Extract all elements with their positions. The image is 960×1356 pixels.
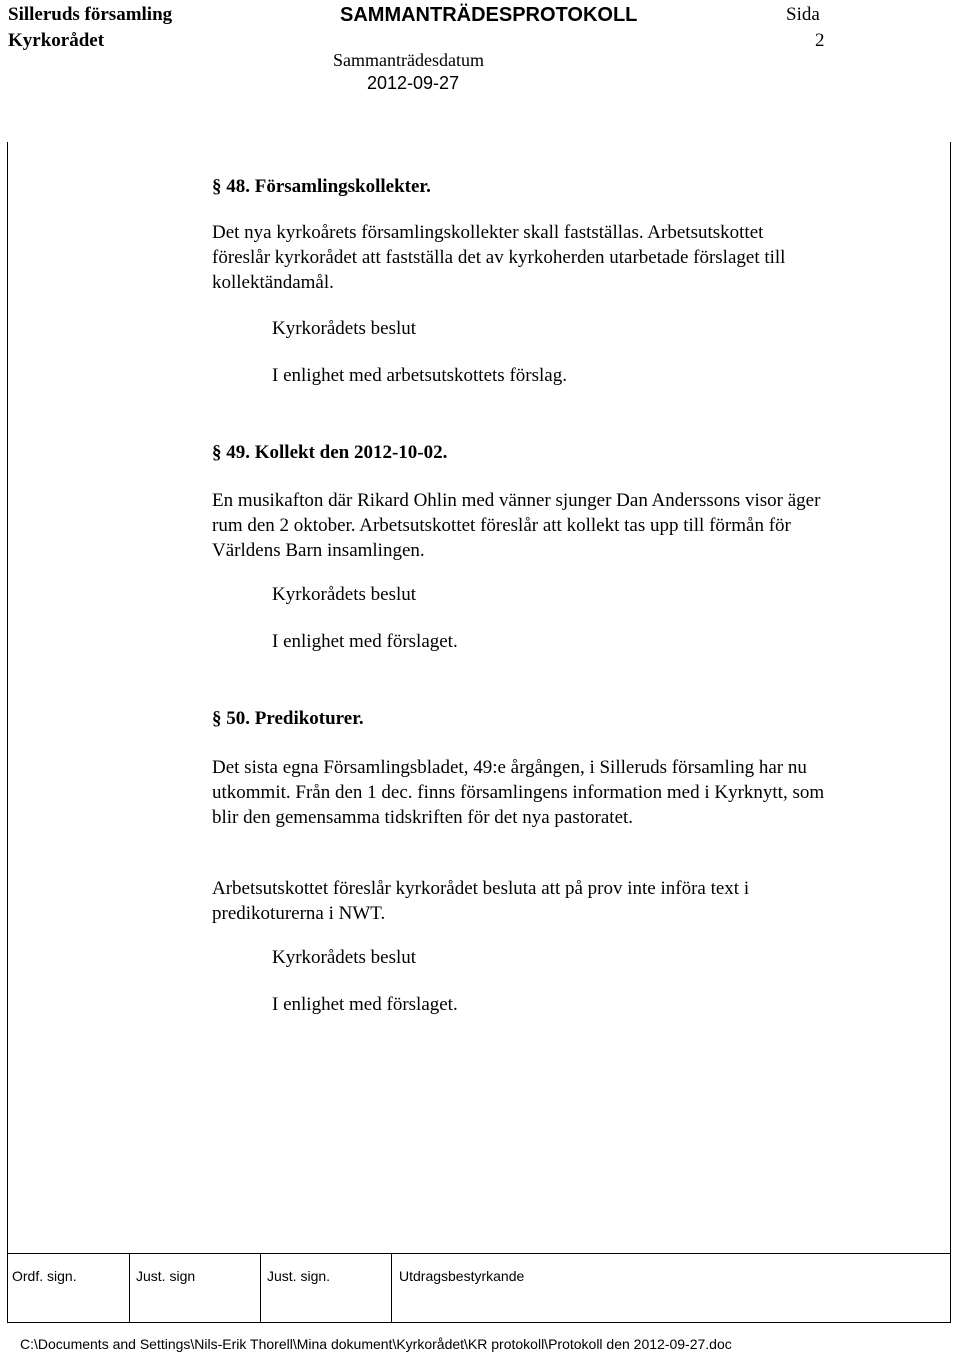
footer-top-line [7,1253,951,1254]
left-margin-line [7,142,8,1322]
just-sign-label-2: Just. sign. [267,1268,331,1284]
right-margin-line [950,142,951,1322]
page-number: 2 [815,30,825,51]
section-50-decision: I enlighet med förslaget. [272,994,458,1015]
utdrag-label: Utdragsbestyrkande [399,1268,525,1284]
section-49-paragraph: En musikafton där Rikard Ohlin med vänner sjunger Dan Anderssons visor äger rum den 2 oktober. Arbetsutskottet föreslår att kollekt tas upp till förmån för Världens Barn insamlingen. [212,490,821,561]
section-50-paragraph-2: Arbetsutskottet föreslår kyrkorådet besluta att på prov inte införa text i predikoturerna i NWT. [212,878,750,924]
section-49-title: 49. Kollekt den 2012-10-02. [226,442,448,463]
meeting-date: 2012-09-27 [367,73,460,93]
org-name: Silleruds församling [8,4,173,25]
ordf-sign-label: Ordf. sign. [12,1268,77,1284]
section-50-heading [212,708,364,730]
date-label: Sammanträdesdatum [333,50,484,70]
section-symbol: § [212,176,222,197]
section-49-decision: I enlighet med förslaget. [272,631,458,652]
section-symbol: § [212,442,222,463]
section-49-heading [212,442,447,464]
section-50-paragraph: Det sista egna Församlingsbladet, 49:e årgången, i Silleruds församling har nu utkommit. Från den 1 dec. finns församlingens information med i Kyrknytt, som blir den gemensamma tidskriften för det nya pastoratet. [212,757,825,828]
section-48-decision: I enlighet med arbetsutskottets förslag. [272,365,567,386]
file-path: C:\Documents and Settings\Nils-Erik Thorell\Mina dokument\Kyrkorådet\KR protokoll\Protokoll den 2012-09-27.doc [20,1336,732,1352]
footer-bottom-line [7,1322,951,1323]
footer-divider-2 [260,1253,261,1322]
footer-divider-3 [391,1253,392,1322]
section-48-title: 48. Församlingskollekter. [226,176,431,197]
body-name: Kyrkorådet [8,30,105,51]
section-48-paragraph: Det nya kyrkoårets församlingskollekter skall fastställas. Arbetsutskottet föreslår kyrkorådet att fastställa det av kyrkoherden utarbetade förslaget till kollektändamål. [212,222,786,293]
section-49-decision-label: Kyrkorådets beslut [272,584,417,605]
section-50-title: 50. Predikoturer. [226,708,364,729]
section-symbol: § [212,708,222,729]
footer-divider-1 [129,1253,130,1322]
page-label: Sida [786,4,820,25]
section-48-heading [212,176,431,198]
document-title: SAMMANTRÄDESPROTOKOLL [340,4,638,26]
just-sign-label-1: Just. sign [136,1268,196,1284]
section-50-decision-label: Kyrkorådets beslut [272,947,417,968]
section-48-decision-label: Kyrkorådets beslut [272,318,417,339]
